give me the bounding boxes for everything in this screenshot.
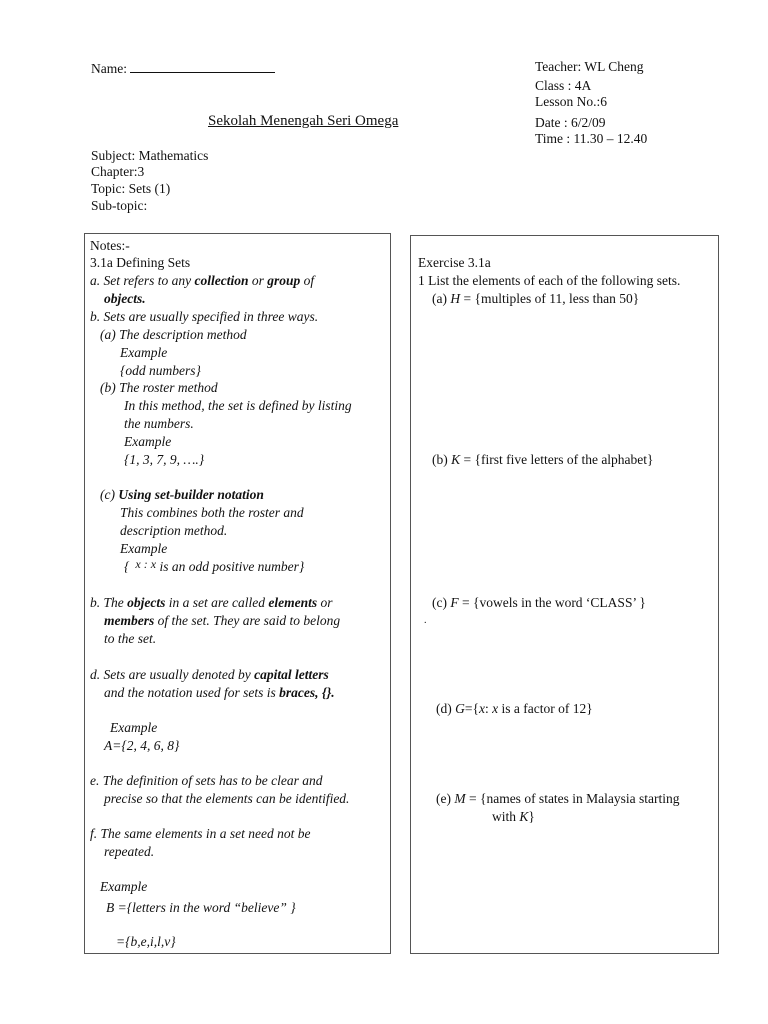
note-e-line2: [104, 612, 340, 630]
note-e-elements: elements: [268, 595, 318, 610]
exercise-heading: Exercise 3.1a: [418, 255, 491, 270]
exercise-a: [432, 290, 639, 308]
note-g-value2: ={b,e,i,l,v}: [116, 934, 176, 949]
note-a-collection: collection: [194, 273, 249, 288]
exercise-e: [436, 790, 680, 808]
note-b-line1: b. Sets are usually specified in three ways.: [90, 309, 319, 324]
exercise-d-colon: :: [484, 701, 493, 716]
note-b-desc-example: Example: [120, 345, 168, 360]
exercise-a-var: H: [450, 291, 461, 306]
note-c-example: Example: [120, 541, 168, 556]
exercise-e2-close: }: [528, 809, 535, 824]
note-b-description: (a) The description method: [100, 327, 247, 342]
name-blank-line: [130, 60, 275, 73]
exercise-e-var: M: [454, 791, 466, 806]
exercise-d-x2: x: [492, 701, 499, 716]
exercise-d-text: is a factor of 12}: [498, 701, 593, 716]
note-e-rest: of the set. They are said to belong: [154, 613, 341, 628]
note-f-line1: e. The definition of sets has to be clear and: [90, 773, 323, 788]
subtopic-label: Sub-topic:: [91, 198, 148, 213]
exercise-d-x1: x: [478, 701, 485, 716]
note-g-example: Example: [100, 879, 148, 894]
note-e-mid: in a set are called: [165, 595, 269, 610]
note-e-members: members: [104, 613, 155, 628]
exercise-e-label: (e): [436, 791, 455, 806]
note-e-pre: b. The: [90, 595, 128, 610]
note-e-line3: to the set.: [104, 631, 157, 646]
note-g-line2: repeated.: [104, 844, 155, 859]
note-b-roster-example: Example: [124, 434, 172, 449]
note-c-text1: This combines both the roster and: [120, 505, 304, 520]
date-label: Date : 6/2/09: [535, 115, 606, 130]
exercise-a-text: = {multiples of 11, less than 50}: [460, 291, 640, 306]
note-b-roster-value: {1, 3, 7, 9, ….}: [124, 452, 205, 467]
exercise-b-var: K: [451, 452, 461, 467]
name-label: Name:: [91, 61, 127, 76]
note-c-open-brace: {: [124, 559, 130, 574]
name-field: [91, 60, 275, 77]
note-e-or: or: [317, 595, 333, 610]
exercise-b-eq: = {: [460, 452, 481, 467]
note-c-title-text: Using set-builder notation: [118, 487, 264, 502]
teacher-label: Teacher: WL Cheng: [535, 59, 644, 74]
note-d-line2: [104, 684, 335, 702]
exercise-d-var: G: [455, 701, 465, 716]
class-label: Class : 4A: [535, 78, 592, 93]
exercise-a-label: (a): [432, 291, 451, 306]
note-g-value1: B ={letters in the word “believe” }: [106, 900, 296, 915]
exercise-c-text: = {vowels in the word ‘CLASS’ }: [458, 595, 646, 610]
note-d-capital-letters: capital letters: [254, 667, 329, 682]
notes-section: 3.1a Defining Sets: [90, 255, 191, 270]
school-title: Sekolah Menengah Seri Omega: [208, 113, 399, 129]
note-b-roster-text1: In this method, the set is defined by listing: [124, 398, 352, 413]
note-d-example: Example: [110, 720, 158, 735]
note-g-line1: f. The same elements in a set need not be: [90, 826, 311, 841]
note-c-label: (c): [100, 487, 119, 502]
exercise-c: [432, 594, 646, 612]
exercise-d-mid: ={: [464, 701, 479, 716]
note-b-roster-text2: the numbers.: [124, 416, 194, 431]
exercise-b-label: (b): [432, 452, 452, 467]
note-a-line2: [104, 290, 146, 308]
note-e-objects: objects: [127, 595, 166, 610]
note-a-group: group: [267, 273, 301, 288]
note-a-of: of: [300, 273, 315, 288]
exercise-instruction: 1 List the elements of each of the following sets.: [418, 273, 681, 288]
note-d-value: A={2, 4, 6, 8}: [104, 738, 180, 753]
note-c-text2: description method.: [120, 523, 228, 538]
exercise-c-label: (c): [432, 595, 451, 610]
chapter-label: Chapter:3: [91, 164, 145, 179]
note-b-roster: (b) The roster method: [100, 380, 218, 395]
exercise-e-line2: [492, 808, 535, 826]
exercise-d: [436, 700, 593, 718]
note-a-or: or: [248, 273, 268, 288]
topic-label: Topic: Sets (1): [91, 181, 171, 196]
note-e-line1: [90, 594, 333, 612]
note-d-pre: d. Sets are usually denoted by: [90, 667, 255, 682]
note-d-pre2: and the notation used for sets is: [104, 685, 280, 700]
exercise-b-text: first five letters of the alphabet}: [480, 452, 654, 467]
note-a-text: a. Set refers to any: [90, 273, 195, 288]
note-d-line1: [90, 666, 329, 684]
note-c-title: [100, 486, 264, 504]
note-a-line1: [90, 272, 314, 290]
exercise-c-var: F: [450, 595, 459, 610]
note-d-braces: braces, {}.: [279, 685, 335, 700]
exercise-e2-var: K: [519, 809, 529, 824]
exercise-b: [432, 451, 654, 469]
exercise-d-label: (d): [436, 701, 456, 716]
exercise-e-text: = {names of states in Malaysia starting: [465, 791, 680, 806]
note-c-value: [124, 558, 304, 576]
note-f-line2: precise so that the elements can be identified.: [104, 791, 350, 806]
note-b-desc-value: {odd numbers}: [120, 363, 201, 378]
note-c-rest: is an odd positive number}: [156, 559, 305, 574]
exercise-e2-text: with: [492, 809, 520, 824]
subject-label: Subject: Mathematics: [91, 148, 209, 163]
note-c-x: x : x: [135, 557, 157, 571]
note-a-objects: objects.: [104, 291, 146, 306]
time-label: Time : 11.30 – 12.40: [535, 131, 648, 146]
lesson-label: Lesson No.:6: [535, 94, 607, 109]
exercise-c-dot: .: [424, 615, 427, 626]
notes-heading: Notes:-: [90, 238, 130, 253]
